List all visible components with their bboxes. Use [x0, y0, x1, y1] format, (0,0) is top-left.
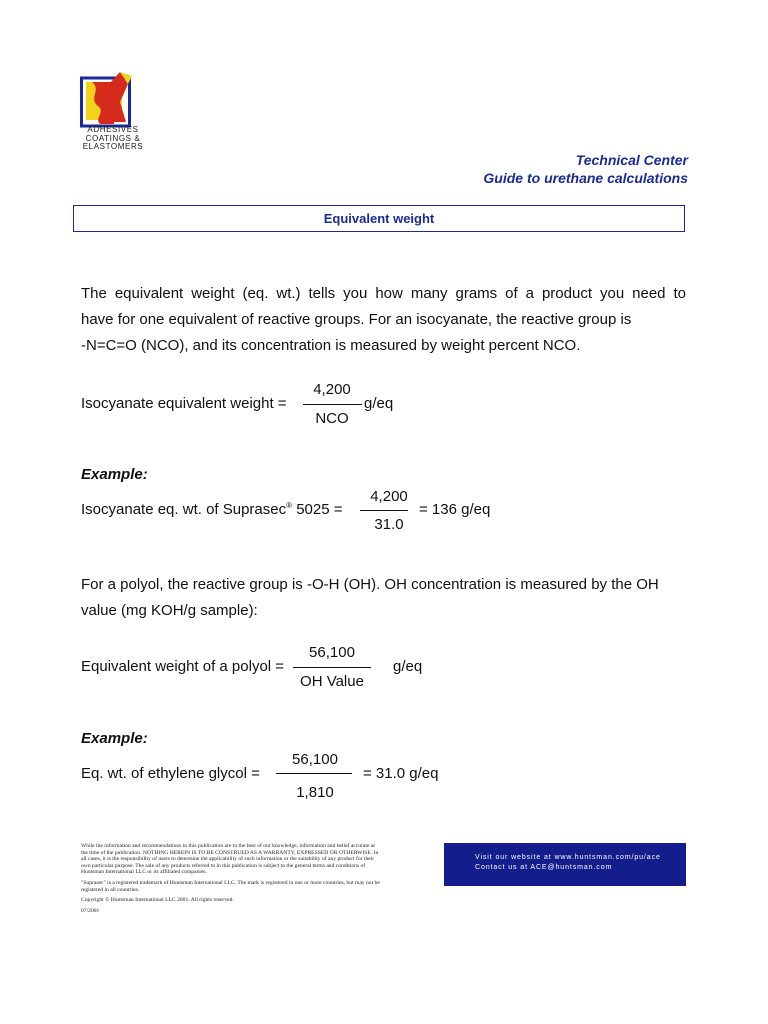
- example1-denominator: 31.0: [374, 516, 404, 533]
- section-title-box: [73, 205, 685, 232]
- logo-line: COATINGS &: [85, 133, 141, 143]
- logo-line: ADHESIVES: [87, 125, 139, 134]
- formula-iso-label: Isocyanate equivalent weight =: [81, 395, 287, 412]
- example1-label-suffix: 5025 =: [292, 501, 343, 518]
- contact-box: [444, 843, 686, 886]
- formula-polyol-numerator: 56,100: [309, 644, 355, 661]
- example1-label: [81, 501, 343, 518]
- formula-iso-unit: g/eq: [364, 395, 394, 412]
- website-line[interactable]: Visit our website at www.huntsman.com/pu/ace: [475, 854, 661, 861]
- trademark-note: "Suprasec" is a registered trademark of Huntsman International LLC. The mark is registered in one or more countries, but may not be registered in all countries.: [81, 879, 380, 893]
- fraction-bar: [360, 510, 408, 511]
- header-subtitle: Guide to urethane calculations: [483, 170, 688, 186]
- paragraph-line: The equivalent weight (eq. wt.) tells you how many grams of a product you need to: [81, 285, 686, 302]
- paragraph-line: For a polyol, the reactive group is -O-H (OH). OH concentration is measured by the OH: [81, 576, 659, 593]
- publication-date: 07/2001: [81, 907, 100, 914]
- contact-line[interactable]: Contact us at ACE@huntsman.com: [475, 864, 613, 871]
- logo-wordmark: [80, 126, 146, 152]
- copyright-note: Copyright © Huntsman International LLC 2001. All rights reserved.: [81, 897, 234, 904]
- disclaimer-paragraph: While the information and recommendations in this publication are to the best of our knowledge, information and belief accurate at the time of the publication. NOTHING HEREIN IS TO BE CONSTRUED AS A WARRANTY, EXPRESSED OR OTHERWISE. In all cases, it is the responsibility of users to determine the applicability of such information or the suitability of any product for their own particular purpose. The sale of any products referred to in this publication is subject to the general terms and conditions of Huntsman International LLC or its affiliated companies.: [81, 843, 379, 876]
- header-title: Technical Center: [575, 152, 688, 168]
- example-heading: Example:: [81, 730, 148, 747]
- example2-label: Eq. wt. of ethylene glycol =: [81, 765, 260, 782]
- example2-numerator: 56,100: [292, 751, 338, 768]
- polyol-paragraph: [81, 572, 686, 624]
- fraction-bar: [276, 773, 352, 774]
- example2-result: = 31.0 g/eq: [363, 765, 439, 782]
- paragraph-line: value (mg KOH/g sample):: [81, 602, 258, 619]
- example1-label-prefix: Isocyanate eq. wt. of Suprasec: [81, 501, 287, 518]
- paragraph-line: have for one equivalent of reactive groups. For an isocyanate, the reactive group is: [81, 311, 632, 328]
- example2-denominator: 1,810: [296, 784, 334, 801]
- logo-line: ELASTOMERS: [82, 142, 144, 151]
- example1-result: = 136 g/eq: [419, 501, 491, 518]
- example1-numerator: 4,200: [370, 488, 408, 505]
- fraction-bar: [303, 404, 362, 405]
- formula-iso-numerator: 4,200: [313, 381, 351, 398]
- formula-iso-denominator: NCO: [315, 410, 349, 427]
- registered-mark: ®: [286, 501, 293, 510]
- fraction-bar: [293, 667, 371, 668]
- intro-paragraph: [81, 281, 686, 359]
- footer-disclaimer: [81, 843, 381, 918]
- example-heading: Example:: [81, 466, 148, 483]
- formula-polyol-unit: g/eq: [393, 658, 423, 675]
- formula-polyol-denominator: OH Value: [300, 673, 364, 690]
- section-title: Equivalent weight: [323, 211, 435, 226]
- paragraph-line: -N=C=O (NCO), and its concentration is measured by weight percent NCO.: [81, 337, 581, 354]
- formula-polyol-label: Equivalent weight of a polyol =: [81, 658, 285, 675]
